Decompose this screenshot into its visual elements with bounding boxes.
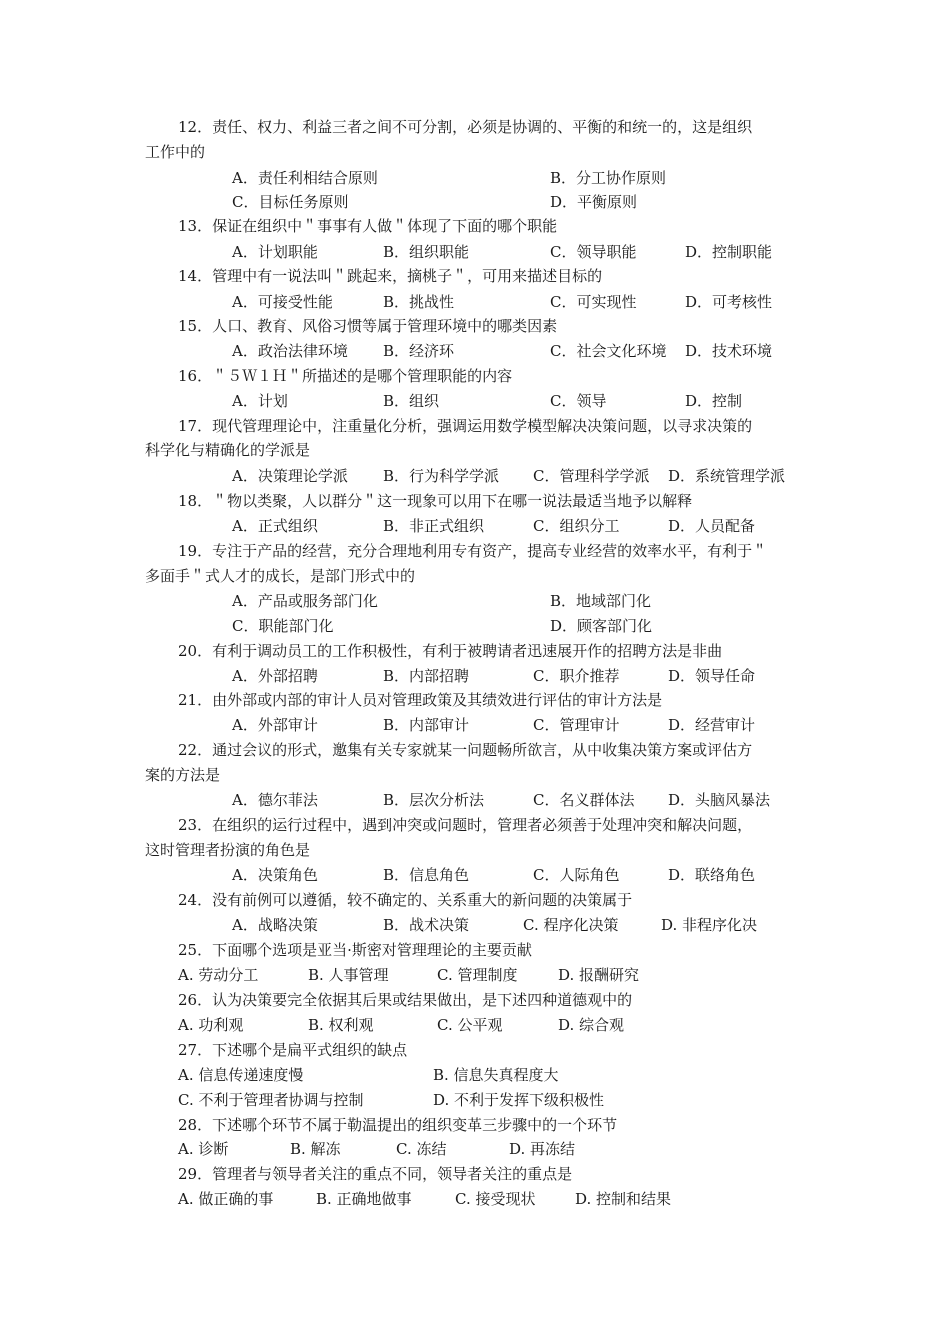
q23-option-c: C．人际角色 [533, 866, 620, 884]
q20-option-d: D．领导任命 [668, 667, 756, 685]
q20-option-b: B．内部招聘 [383, 667, 470, 685]
question-29: 29．管理者与领导者关注的重点不同，领导者关注的重点是 [178, 1165, 573, 1183]
q27-option-b: B. 信息失真程度大 [433, 1066, 559, 1084]
q21-option-a: A．外部审计 [232, 716, 318, 734]
question-19: 19．专注于产品的经营，充分合理地利用专有资产，提高专业经营的效率水平，有利于＂ [178, 542, 768, 560]
q16-option-d: D．控制 [685, 392, 743, 410]
q14-option-d: D．可考核性 [685, 293, 773, 311]
q12-option-a: A．责任利相结合原则 [232, 169, 378, 187]
q19-option-a: A．产品或服务部门化 [232, 592, 378, 610]
q14-option-b: B．挑战性 [383, 293, 455, 311]
q22-option-b: B．层次分析法 [383, 791, 485, 809]
q28-option-d: D. 再冻结 [509, 1140, 576, 1158]
q17-option-a: A．决策理论学派 [232, 467, 348, 485]
question-17: 17．现代管理理论中，注重量化分析，强调运用数学模型解决决策问题，以寻求决策的 [178, 417, 753, 435]
question-21: 21．由外部或内部的审计人员对管理政策及其绩效进行评估的审计方法是 [178, 691, 663, 709]
q17-option-c: C．管理科学学派 [533, 467, 650, 485]
question-27: 27．下述哪个是扁平式组织的缺点 [178, 1041, 408, 1059]
question-19-cont: 多面手＂式人才的成长，是部门形式中的 [145, 567, 416, 585]
q21-option-b: B．内部审计 [383, 716, 470, 734]
question-24: 24．没有前例可以遵循，较不确定的、关系重大的新问题的决策属于 [178, 891, 633, 909]
q15-option-c: C．社会文化环境 [550, 342, 667, 360]
q23-option-a: A．决策角色 [232, 866, 318, 884]
q20-option-a: A．外部招聘 [232, 667, 318, 685]
q13-option-a: A．计划职能 [232, 243, 318, 261]
q27-option-a: A. 信息传递速度慢 [178, 1066, 304, 1084]
q23-option-b: B．信息角色 [383, 866, 470, 884]
q12-option-b: B．分工协作原则 [550, 169, 667, 187]
question-13: 13．保证在组织中＂事事有人做＂体现了下面的哪个职能 [178, 217, 558, 235]
q14-option-c: C．可实现性 [550, 293, 637, 311]
q12-option-d: D．平衡原则 [550, 193, 638, 211]
q29-option-c: C. 接受现状 [455, 1190, 536, 1208]
question-15: 15．人口、教育、风俗习惯等属于管理环境中的哪类因素 [178, 317, 558, 335]
question-12: 12．责任、权力、利益三者之间不可分割，必须是协调的、平衡的和统一的，这是组织 [178, 118, 753, 136]
q15-option-b: B．经济环 [383, 342, 455, 360]
q24-option-a: A．战略决策 [232, 916, 318, 934]
q15-option-d: D．技术环境 [685, 342, 773, 360]
q16-option-a: A．计划 [232, 392, 288, 410]
q25-option-b: B. 人事管理 [308, 966, 389, 984]
q29-option-b: B. 正确地做事 [316, 1190, 412, 1208]
question-22: 22．通过会议的形式，邀集有关专家就某一问题畅所欲言，从中收集决策方案或评估方 [178, 741, 753, 759]
q26-option-a: A. 功利观 [178, 1016, 244, 1034]
q24-option-c: C. 程序化决策 [523, 916, 619, 934]
q19-option-b: B．地域部门化 [550, 592, 652, 610]
q22-option-c: C．名义群体法 [533, 791, 635, 809]
q26-option-b: B. 权利观 [308, 1016, 374, 1034]
q18-option-b: B．非正式组织 [383, 517, 485, 535]
q26-option-d: D. 综合观 [558, 1016, 625, 1034]
q18-option-c: C．组织分工 [533, 517, 620, 535]
q18-option-a: A．正式组织 [232, 517, 318, 535]
q25-option-d: D. 报酬研究 [558, 966, 640, 984]
question-16: 16．＂５Ｗ１Ｈ＂所描述的是哪个管理职能的内容 [178, 367, 513, 385]
q17-option-d: D．系统管理学派 [668, 467, 786, 485]
q19-option-d: D．顾客部门化 [550, 617, 653, 635]
q21-option-c: C．管理审计 [533, 716, 620, 734]
question-22-cont: 案的方法是 [145, 766, 221, 784]
q23-option-d: D．联络角色 [668, 866, 756, 884]
q20-option-c: C．职介推荐 [533, 667, 620, 685]
question-25: 25．下面哪个选项是亚当·斯密对管理理论的主要贡献 [178, 941, 532, 959]
q25-option-a: A. 劳动分工 [178, 966, 259, 984]
question-28: 28．下述哪个环节不属于勒温提出的组织变革三步骤中的一个环节 [178, 1116, 618, 1134]
q14-option-a: A．可接受性能 [232, 293, 333, 311]
q27-option-d: D. 不利于发挥下级积极性 [433, 1091, 605, 1109]
q24-option-d: D. 非程序化决 [661, 916, 758, 934]
q18-option-d: D．人员配备 [668, 517, 756, 535]
q16-option-b: B．组织 [383, 392, 440, 410]
q28-option-b: B. 解冻 [290, 1140, 341, 1158]
q29-option-a: A. 做正确的事 [178, 1190, 274, 1208]
q17-option-b: B．行为科学学派 [383, 467, 500, 485]
q16-option-c: C．领导 [550, 392, 607, 410]
q26-option-c: C. 公平观 [437, 1016, 503, 1034]
question-17-cont: 科学化与精确化的学派是 [145, 441, 311, 459]
q21-option-d: D．经营审计 [668, 716, 756, 734]
q13-option-c: C．领导职能 [550, 243, 637, 261]
q27-option-c: C. 不利于管理者协调与控制 [178, 1091, 364, 1109]
q25-option-c: C. 管理制度 [437, 966, 518, 984]
q24-option-b: B．战术决策 [383, 916, 470, 934]
q28-option-a: A. 诊断 [178, 1140, 229, 1158]
q13-option-b: B．组织职能 [383, 243, 470, 261]
question-18: 18．＂物以类聚，人以群分＂这一现象可以用下在哪一说法最适当地予以解释 [178, 492, 693, 510]
q22-option-d: D．头脑风暴法 [668, 791, 771, 809]
q22-option-a: A．德尔菲法 [232, 791, 318, 809]
q29-option-d: D. 控制和结果 [575, 1190, 672, 1208]
question-14: 14．管理中有一说法叫＂跳起来，摘桃子＂，可用来描述目标的 [178, 267, 603, 285]
q12-option-c: C．目标任务原则 [232, 193, 349, 211]
question-20: 20．有利于调动员工的工作积极性，有利于被聘请者迅速展开作的招聘方法是非曲 [178, 642, 723, 660]
question-26: 26．认为决策要完全依据其后果或结果做出，是下述四种道德观中的 [178, 991, 633, 1009]
q15-option-a: A．政治法律环境 [232, 342, 348, 360]
question-12-cont: 工作中的 [145, 143, 206, 161]
question-23: 23．在组织的运行过程中，遇到冲突或问题时，管理者必须善于处理冲突和解决问题， [178, 816, 753, 834]
q19-option-c: C．职能部门化 [232, 617, 334, 635]
question-23-cont: 这时管理者扮演的角色是 [145, 841, 311, 859]
q13-option-d: D．控制职能 [685, 243, 773, 261]
q28-option-c: C. 冻结 [396, 1140, 447, 1158]
